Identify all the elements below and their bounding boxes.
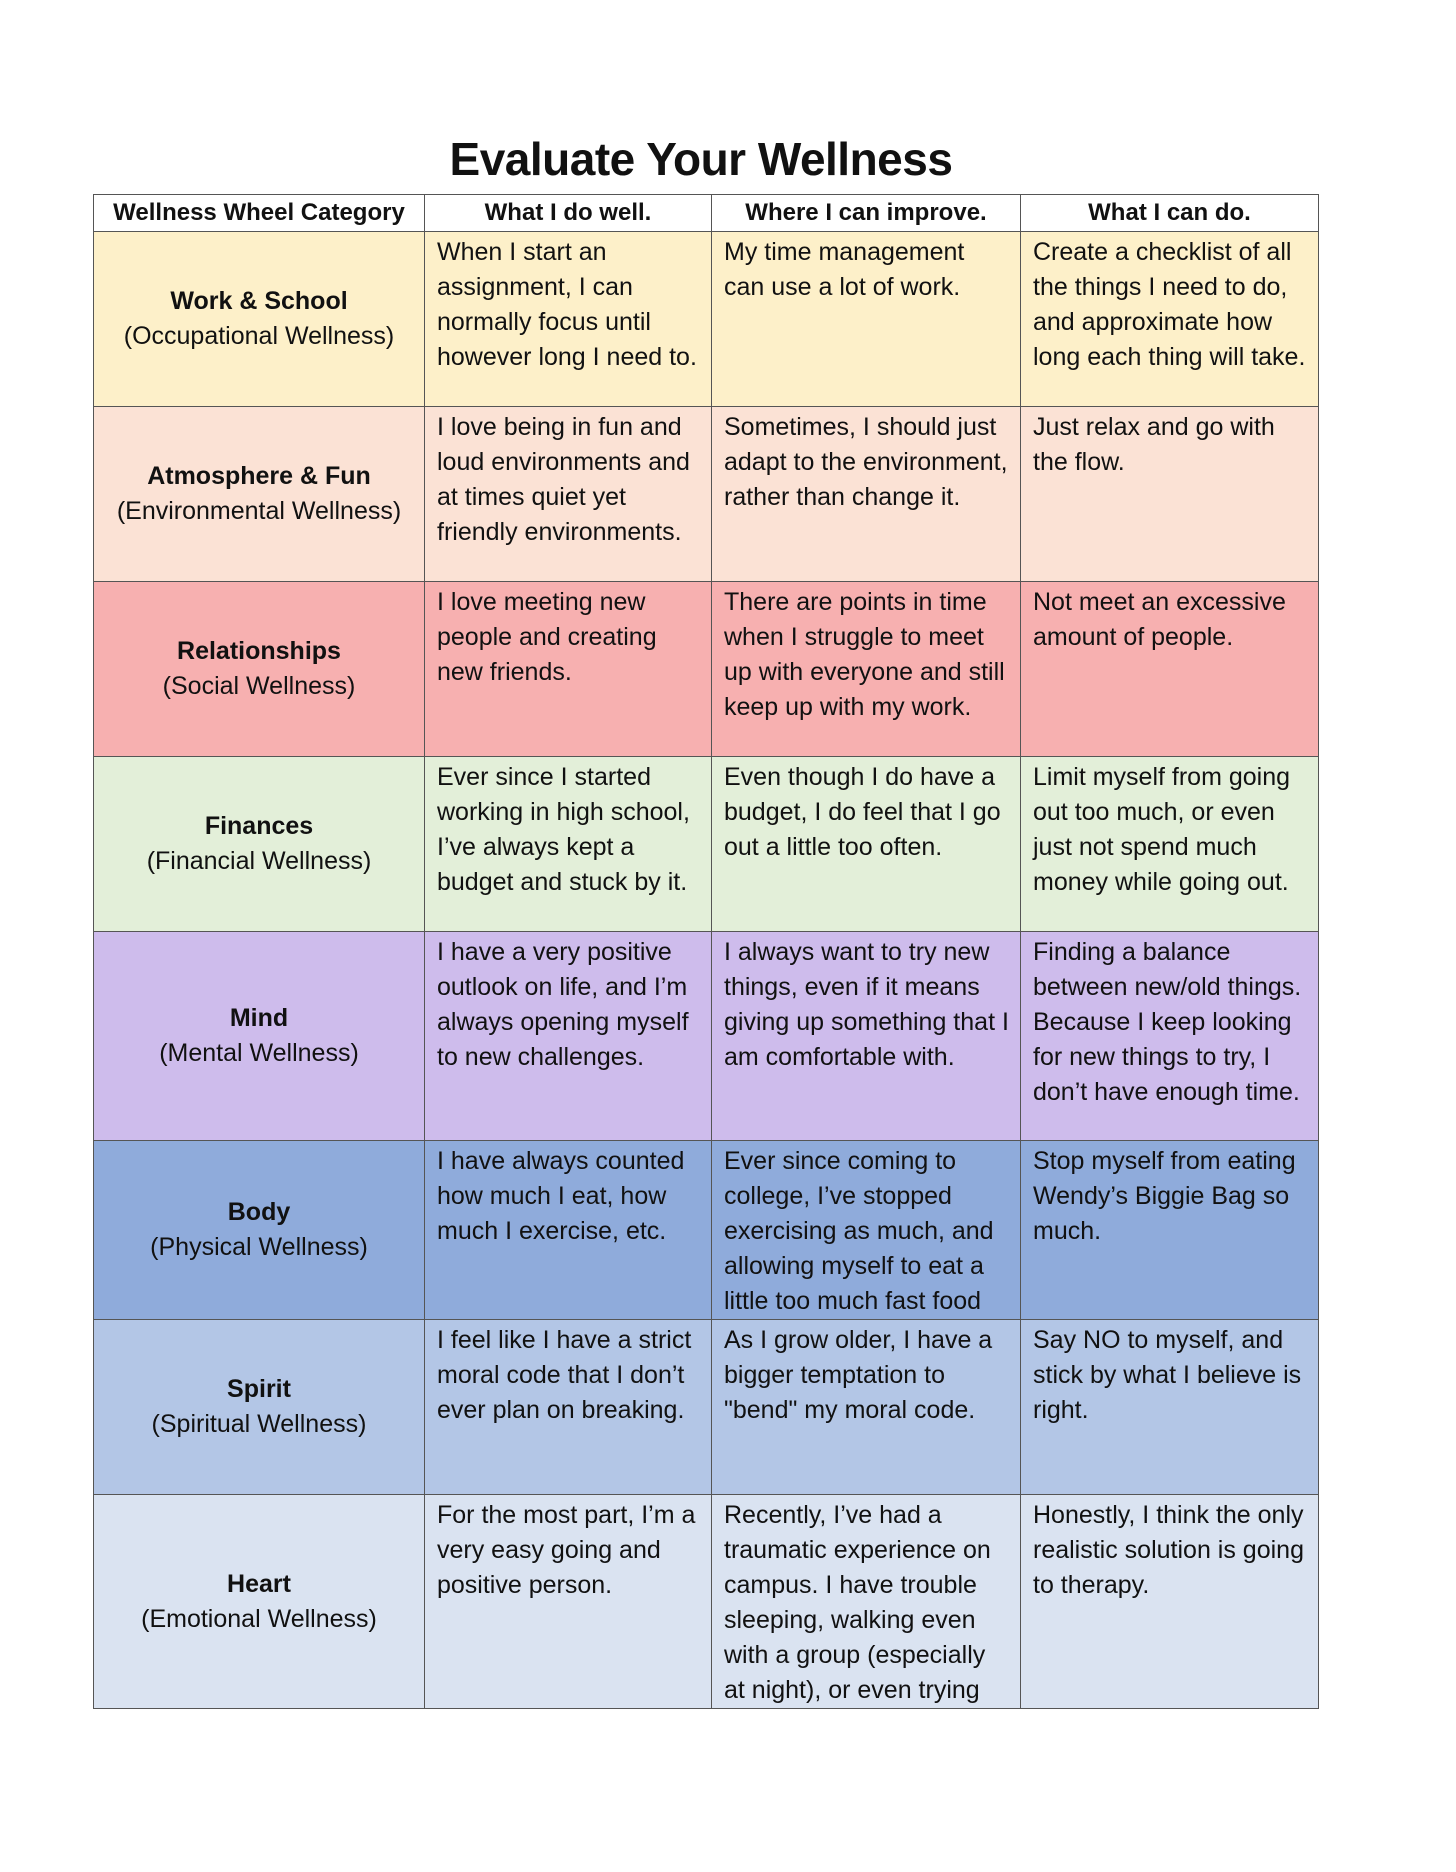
category-name: Work & School — [170, 287, 348, 315]
improve-cell: Even though I do have a budget, I do feel that I go out a little too often. — [712, 757, 1021, 932]
category-name: Heart — [227, 1569, 291, 1598]
table-row — [94, 1495, 1319, 1709]
do-well-cell: Ever since I started working in high school, I’ve always kept a budget and stuck by it. — [425, 757, 712, 932]
header-do-well: What I do well. — [425, 195, 712, 232]
can-do-cell: Stop myself from eating Wendy’s Biggie Bag so much. — [1021, 1141, 1319, 1320]
can-do-cell: Create a checklist of all the things I need to do, and approximate how long each thing will take. — [1021, 232, 1319, 407]
category-subtitle: (Environmental Wellness) — [116, 497, 402, 525]
can-do-cell: Honestly, I think the only realistic solution is going to therapy. — [1021, 1495, 1319, 1709]
can-do-cell: Finding a balance between new/old things. Because I keep looking for new things to try, I don’t have enough time. — [1021, 932, 1319, 1141]
category-cell — [94, 407, 425, 582]
category-cell — [94, 1495, 425, 1709]
do-well-cell: I have a very positive outlook on life, and I’m always opening myself to new challenges. — [425, 932, 712, 1141]
category-cell — [94, 1320, 425, 1495]
improve-cell: As I grow older, I have a bigger temptation to "bend" my moral code. — [712, 1320, 1021, 1495]
category-cell — [94, 932, 425, 1141]
do-well-cell: I love meeting new people and creating new friends. — [425, 582, 712, 757]
table-row — [94, 232, 1319, 407]
table-row — [94, 1320, 1319, 1495]
can-do-cell: Limit myself from going out too much, or even just not spend much money while going out. — [1021, 757, 1319, 932]
improve-cell: Sometimes, I should just adapt to the environment, rather than change it. — [712, 407, 1021, 582]
do-well-cell: I love being in fun and loud environments and at times quiet yet friendly environments. — [425, 407, 712, 582]
category-name: Atmosphere & Fun — [147, 462, 371, 490]
table-row — [94, 757, 1319, 932]
do-well-cell: I feel like I have a strict moral code that I don’t ever plan on breaking. — [425, 1320, 712, 1495]
category-subtitle: (Occupational Wellness) — [123, 322, 395, 350]
table-row — [94, 407, 1319, 582]
do-well-cell: When I start an assignment, I can normally focus until however long I need to. — [425, 232, 712, 407]
header-can-do: What I can do. — [1021, 195, 1319, 232]
category-name: Body — [227, 1198, 291, 1226]
category-subtitle: (Financial Wellness) — [146, 847, 372, 875]
can-do-cell: Say NO to myself, and stick by what I believe is right. — [1021, 1320, 1319, 1495]
category-cell — [94, 232, 425, 407]
page-title: Evaluate Your Wellness — [449, 133, 953, 185]
can-do-cell: Just relax and go with the flow. — [1021, 407, 1319, 582]
category-name: Mind — [229, 1004, 289, 1032]
improve-cell: I always want to try new things, even if it means giving up something that I am comfortable with. — [712, 932, 1021, 1141]
category-cell — [94, 757, 425, 932]
improve-cell: Recently, I’ve had a traumatic experience on campus. I have trouble sleeping, walking even with a group (especially at night), or even trying — [712, 1495, 1021, 1709]
can-do-cell: Not meet an excessive amount of people. — [1021, 582, 1319, 757]
category-subtitle: (Physical Wellness) — [150, 1233, 368, 1261]
wellness-table — [93, 194, 1319, 1709]
category-subtitle: (Social Wellness) — [162, 672, 356, 700]
improve-cell: There are points in time when I struggle to meet up with everyone and still keep up with my work. — [712, 582, 1021, 757]
category-name: Relationships — [177, 637, 341, 665]
table-row — [94, 1141, 1319, 1320]
category-cell — [94, 1141, 425, 1320]
header-row — [94, 195, 1319, 232]
category-cell — [94, 582, 425, 757]
improve-cell: Ever since coming to college, I’ve stopped exercising as much, and allowing myself to eat a little too much fast food — [712, 1141, 1021, 1320]
do-well-cell: For the most part, I’m a very easy going and positive person. — [425, 1495, 712, 1709]
category-subtitle: (Emotional Wellness) — [141, 1604, 377, 1633]
category-name: Finances — [204, 812, 314, 840]
table-row — [94, 932, 1319, 1141]
do-well-cell: I have always counted how much I eat, how much I exercise, etc. — [425, 1141, 712, 1320]
category-subtitle: (Spiritual Wellness) — [151, 1410, 367, 1438]
header-improve: Where I can improve. — [712, 195, 1021, 232]
table-row — [94, 582, 1319, 757]
header-category: Wellness Wheel Category — [94, 195, 425, 232]
category-name: Spirit — [227, 1375, 291, 1403]
improve-cell: My time management can use a lot of work. — [712, 232, 1021, 407]
category-subtitle: (Mental Wellness) — [159, 1039, 359, 1067]
